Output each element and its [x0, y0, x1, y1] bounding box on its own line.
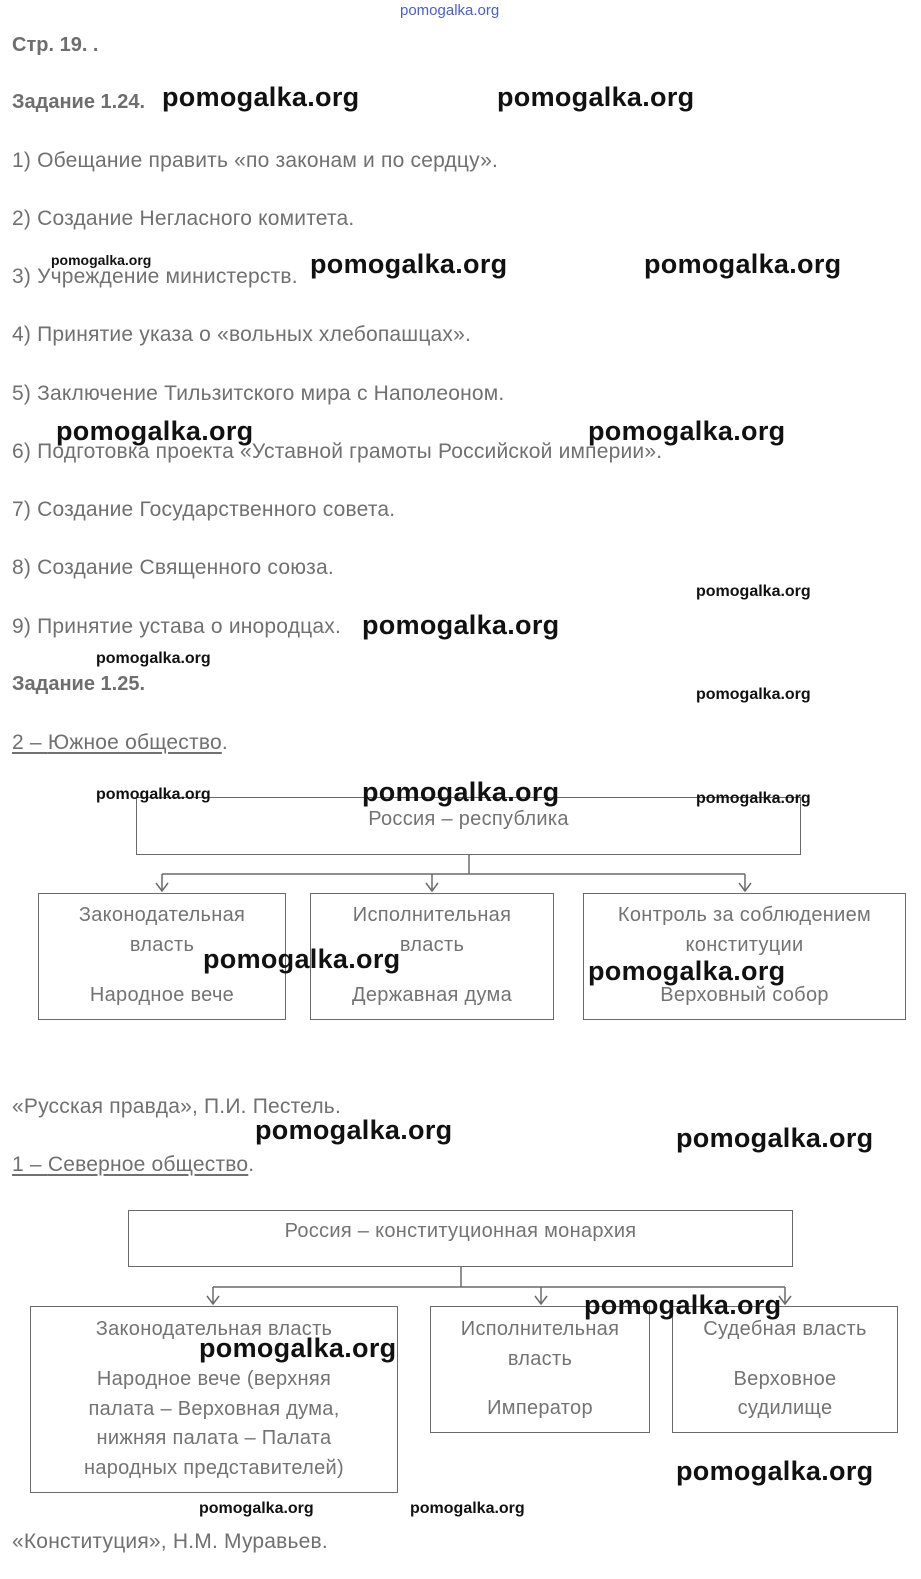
watermark: pomogalka.org	[162, 82, 360, 112]
list-item: 2) Создание Негласного комитета.	[12, 207, 355, 230]
box-value: Народное вече (верхняя	[96, 1368, 332, 1390]
box-title: власть	[399, 934, 465, 956]
box-title: Контроль за соблюдением	[617, 904, 872, 926]
task-125-title: Задание 1.25.	[12, 673, 146, 695]
south-answer-link: 2 – Южное общество	[12, 731, 222, 754]
watermark: pomogalka.org	[696, 583, 811, 600]
list-item: 5) Заключение Тильзитского мира с Наполеоном.	[12, 382, 505, 405]
watermark: pomogalka.org	[199, 1500, 314, 1517]
box-value: нижняя палата – Палата	[96, 1427, 332, 1449]
watermark: pomogalka.org	[676, 1123, 874, 1153]
watermark: pomogalka.org	[96, 650, 211, 667]
list-item: 6) Подготовка проекта «Уставной грамоты Российской империи».	[12, 440, 663, 463]
south-top-label: Россия – республика	[368, 808, 569, 830]
list-item: 8) Создание Священного союза.	[12, 556, 334, 579]
box-title: Исполнительная	[352, 904, 512, 926]
box-value: Император	[487, 1397, 593, 1419]
watermark: pomogalka.org	[410, 1500, 525, 1517]
watermark: pomogalka.org	[51, 252, 152, 268]
watermark: pomogalka.org	[56, 416, 254, 446]
watermark: pomogalka.org	[310, 249, 508, 279]
north-top-box	[128, 1210, 793, 1267]
watermark: pomogalka.org	[255, 1115, 453, 1145]
box-value: Верховное	[733, 1368, 837, 1390]
box-title: Исполнительная	[460, 1318, 620, 1340]
north-judicial-box	[672, 1306, 898, 1433]
box-value: Народное вече	[89, 984, 235, 1006]
list-item: 1) Обещание править «по законам и по сердцу».	[12, 149, 499, 172]
box-title: Законодательная	[78, 904, 246, 926]
list-item: 3) Учреждение министерств.	[12, 265, 298, 288]
watermark: pomogalka.org	[588, 416, 786, 446]
box-value: Державная дума	[352, 984, 512, 1006]
north-executive-box	[430, 1306, 650, 1433]
watermark: pomogalka.org	[203, 944, 401, 974]
box-value: судилище	[737, 1397, 833, 1419]
north-source: «Конституция», Н.М. Муравьев.	[12, 1530, 328, 1553]
north-answer: 1 – Северное общество.	[12, 1153, 255, 1176]
box-value: Верховный собор	[660, 984, 829, 1006]
north-top-label: Россия – конституционная монархия	[284, 1220, 637, 1242]
list-item: 7) Создание Государственного совета.	[12, 498, 396, 521]
list-item: 9) Принятие устава о инородцах.	[12, 615, 342, 638]
watermark: pomogalka.org	[362, 777, 560, 807]
north-answer-link: 1 – Северное общество	[12, 1153, 249, 1176]
task-124-title: Задание 1.24.	[12, 91, 146, 113]
box-value: палата – Верховная дума,	[88, 1398, 340, 1420]
box-title: Законодательная власть	[95, 1318, 333, 1340]
watermark-top: pomogalka.org	[400, 2, 500, 19]
watermark: pomogalka.org	[696, 686, 811, 703]
watermark: pomogalka.org	[362, 610, 560, 640]
box-value: народных представителей)	[83, 1457, 344, 1479]
watermark: pomogalka.org	[676, 1456, 874, 1486]
box-title: власть	[129, 934, 195, 956]
box-title: власть	[507, 1348, 573, 1370]
box-title: Судебная власть	[703, 1318, 867, 1340]
page-number: Стр. 19. .	[12, 34, 99, 56]
list-item: 4) Принятие указа о «вольных хлебопашцах».	[12, 323, 472, 346]
watermark: pomogalka.org	[96, 786, 211, 803]
south-answer: 2 – Южное общество.	[12, 731, 228, 754]
watermark: pomogalka.org	[497, 82, 695, 112]
south-source: «Русская правда», П.И. Пестель.	[12, 1095, 341, 1118]
watermark: pomogalka.org	[644, 249, 842, 279]
watermark: pomogalka.org	[199, 1333, 397, 1363]
watermark: pomogalka.org	[696, 790, 811, 807]
box-title: конституции	[685, 934, 804, 956]
watermark: pomogalka.org	[584, 1290, 782, 1320]
watermark: pomogalka.org	[588, 956, 786, 986]
